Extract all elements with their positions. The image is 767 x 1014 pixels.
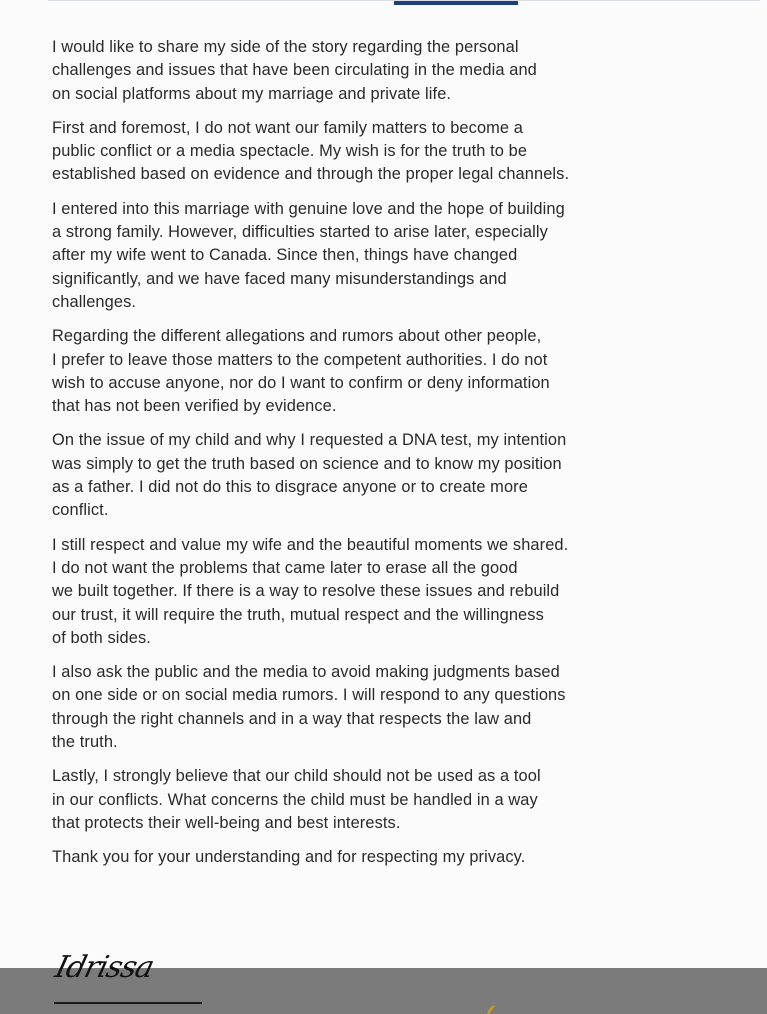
paragraph-6: I still respect and value my wife and the beautiful moments we shared. I do not want the problems that came later to erase all the good we built together. If there is a way to resolve these issues and rebuild our trust, it will require the truth, mutual respect and the willingness of both sides.: [52, 535, 569, 647]
top-divider: [48, 0, 760, 5]
paragraph-closing: Thank you for your understanding and for respecting my privacy.: [52, 848, 526, 867]
paragraph-1: I would like to share my side of the story regarding the personal challenges and issues that have been circulating in the media and on social platforms about my marriage and private life.: [52, 38, 537, 103]
paragraph-5: On the issue of my child and why I requested a DNA test, my intention was simply to get the truth based on science and to know my position as a father. I did not do this to disgrace anyone or to create more conflict.: [52, 431, 567, 520]
top-accent-bar: [394, 1, 518, 5]
letter-body: [52, 36, 742, 881]
paragraph-4: Regarding the different allegations and rumors about other people, I prefer to leave those matters to the competent authorities. I do not wish to accuse anyone, nor do I want to confirm or deny information that has not been verified by evidence.: [52, 327, 550, 416]
paragraph-7: I also ask the public and the media to avoid making judgments based on one side or on social media rumors. I will respond to any questions through the right channels and in a way that respects the law and the truth.: [52, 663, 566, 752]
signature: [50, 946, 210, 1012]
paragraph-3: I entered into this marriage with genuine love and the hope of building a strong family. However, difficulties started to arise later, especially after my wife went to Canada. Since then, things have changed significantly, and we have faced many misunderstandings and challenges.: [52, 199, 565, 311]
gold-flourish-icon: [486, 1004, 496, 1014]
paragraph-2: First and foremost, I do not want our family matters to become a public conflict or a media spectacle. My wish is for the truth to be established based on evidence and through the proper legal channels.: [52, 118, 570, 184]
signature-text: Idrissa: [51, 950, 158, 985]
paragraph-8: Lastly, I strongly believe that our child should not be used as a tool in our conflicts. What concerns the child must be handled in a way that protects their well-being and best interests.: [52, 767, 541, 832]
signature-underline: [54, 1002, 202, 1004]
